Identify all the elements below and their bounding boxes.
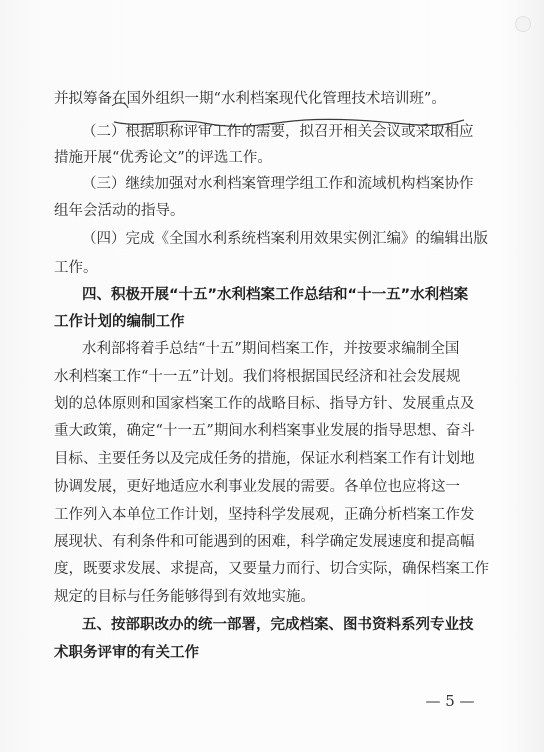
paragraph-line: 组年会活动的指导。 xyxy=(54,203,185,219)
paragraph-line: （四）完成《全国水利系统档案利用效果实例汇编》的编辑出版 xyxy=(82,231,488,247)
paragraph-line: 展现状、有利条件和可能遇到的困难，科学确定发展速度和提高幅 xyxy=(54,534,475,550)
punch-hole-mark xyxy=(515,16,531,32)
paragraph-line: （三）继续加强对水利档案管理学组工作和流域机构档案协作 xyxy=(82,176,474,192)
paragraph-line: 目标、主要任务以及完成任务的措施，保证水利档案工作有计划地 xyxy=(54,451,475,467)
paragraph-line: 规定的目标与任务能够得到有效地实施。 xyxy=(54,589,315,605)
paragraph-line: （二）根据职称评审工作的需要，拟召开相关会议或采取相应 xyxy=(82,124,474,140)
page-number: — 5 — xyxy=(425,692,475,710)
paragraph-line: 划的总体原则和国家档案工作的战略目标、指导方针、发展重点及 xyxy=(54,396,475,412)
paragraph-line: 工作。 xyxy=(54,260,98,276)
section-heading: 五、按部职改办的统一部署，完成档案、图书资料系列专业技 xyxy=(82,617,474,633)
section-heading: 术职务评审的有关工作 xyxy=(54,645,199,661)
paragraph-line: 措施开展“优秀论文”的评选工作。 xyxy=(54,150,272,166)
section-heading: 四、积极开展“十五”水利档案工作总结和“十一五”水利档案 xyxy=(82,287,469,303)
paragraph-line: 重大政策，确定“十一五”期间水利档案事业发展的指导思想、奋斗 xyxy=(54,423,475,439)
paragraph-line: 并拟筹备在国外组织一期“水利档案现代化管理技术培训班”。 xyxy=(54,91,446,107)
paragraph-line: 度，既要求发展、求提高，又要量力而行、切合实际，确保档案工作 xyxy=(54,561,489,577)
paragraph-line: 协调发展，更好地适应水利事业发展的需要。各单位也应将这一 xyxy=(54,479,460,495)
section-heading: 工作计划的编制工作 xyxy=(54,314,185,330)
paragraph-line: 水利部将着手总结“十五”期间档案工作，并按要求编制全国 xyxy=(82,341,460,357)
paragraph-line: 工作列入本单位工作计划，坚持科学发展观，正确分析档案工作发 xyxy=(54,507,475,523)
paragraph-line: 水利档案工作“十一五”计划。我们将根据国民经济和社会发展规 xyxy=(54,369,461,385)
